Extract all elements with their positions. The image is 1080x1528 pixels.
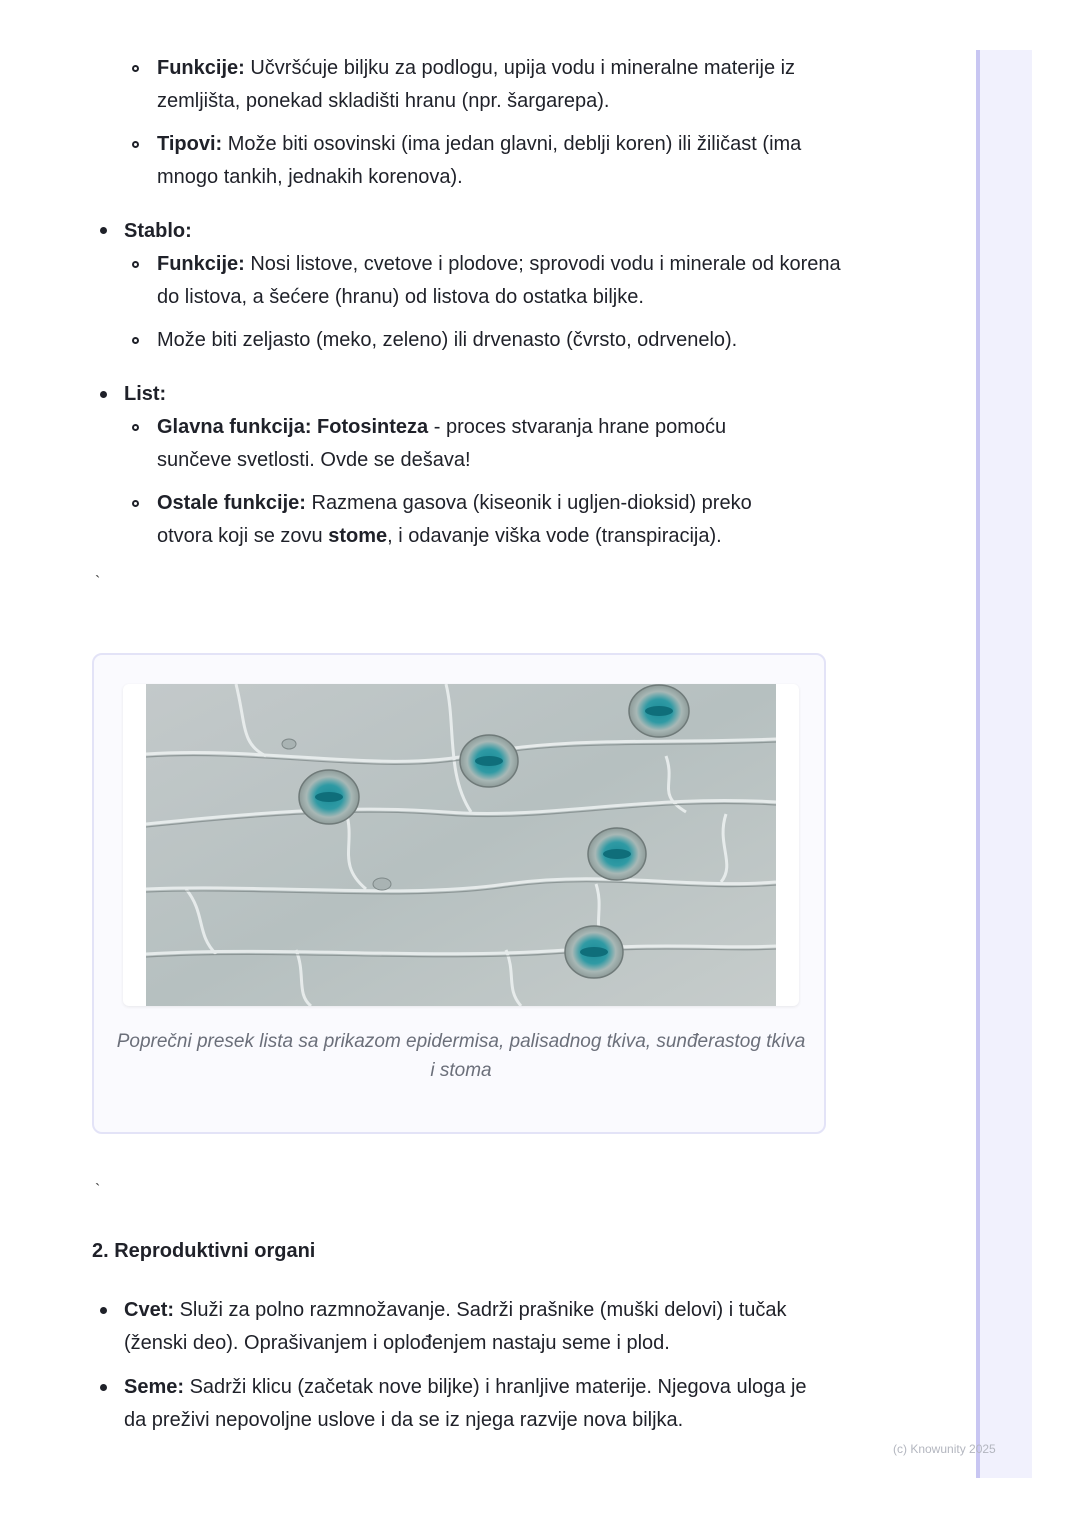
leaf-epidermis-micrograph [146,684,776,1006]
item-label: Funkcije: [157,57,245,79]
bullet-solid [100,391,107,398]
item-text: Može biti zeljasto (meko, zeleno) ili drvenasto (čvrsto, odrvenelo). [157,329,738,351]
list-item [157,248,847,314]
item-label: Cvet: [124,1299,175,1321]
item-text: Sadrži klicu (začetak nove biljke) i hranljive materije. Njegova uloga je da preživi nepovoljne uslove i da se iz njega razvije nova biljka. [124,1376,807,1431]
item-label: Seme: [124,1376,185,1398]
item-label: Glavna funkcija: Fotosinteza [157,416,429,438]
bullet-solid [100,1384,107,1391]
list-item [157,411,777,477]
item-text: - proces stvaranja hrane pomoću sunčeve svetlosti. Ovde se dešava! [157,416,727,471]
item-label: Tipovi: [157,133,223,155]
section-title: Stablo: [124,220,192,242]
item-text: Učvršćuje biljku za podlogu, upija vodu i mineralne materije iz zemljišta, ponekad skladišti hranu (npr. šargarepa). [157,57,796,112]
item-text: Može biti osovinski (ima jedan glavni, deblji koren) ili žiličast (ima mnogo tankih, jednakih korenova). [157,133,802,188]
list-item [124,1371,824,1437]
section-title: List: [124,383,167,405]
bullet-solid [100,1307,107,1314]
item-label: Ostale funkcije: [157,492,306,514]
list-item [157,128,847,194]
item-text: Nosi listove, cvetove i plodove; sprovodi vodu i minerale od korena do listova, a šećere (hranu) od listova do ostatka biljke. [157,253,841,308]
stray-backtick: ` [95,574,101,591]
list-item [124,1294,824,1360]
stray-backtick: ` [95,1182,101,1199]
bullet-hollow [132,337,139,344]
figure-card [92,653,826,1134]
bullet-solid [100,227,107,234]
bullet-hollow [132,500,139,507]
figure-caption: Poprečni presek lista sa prikazom epidermisa, palisadnog tkiva, sunđerastog tkiva i stoma [116,1031,806,1081]
bullet-hollow [132,141,139,148]
bullet-hollow [132,424,139,431]
section-heading: 2. Reproduktivni organi [92,1240,316,1262]
list-item [157,324,847,357]
right-sidebar [976,50,1032,1478]
bullet-hollow [132,261,139,268]
list-item: Ostale funkcije: Razmena gasova (kiseonik i ugljen-dioksid) preko otvora koji se zovu stome, i odavanje viška vode (transpiracija). [157,492,752,547]
list-item [157,52,847,118]
item-label: Funkcije: [157,253,245,275]
bullet-hollow [132,65,139,72]
watermark: (c) Knowunity 2025 [893,1442,996,1456]
item-text: Služi za polno razmnožavanje. Sadrži prašnike (muški delovi) i tučak (ženski deo). Oprašivanjem i oplođenjem nastaju seme i plod. [124,1299,787,1354]
photo-frame [123,684,799,1006]
